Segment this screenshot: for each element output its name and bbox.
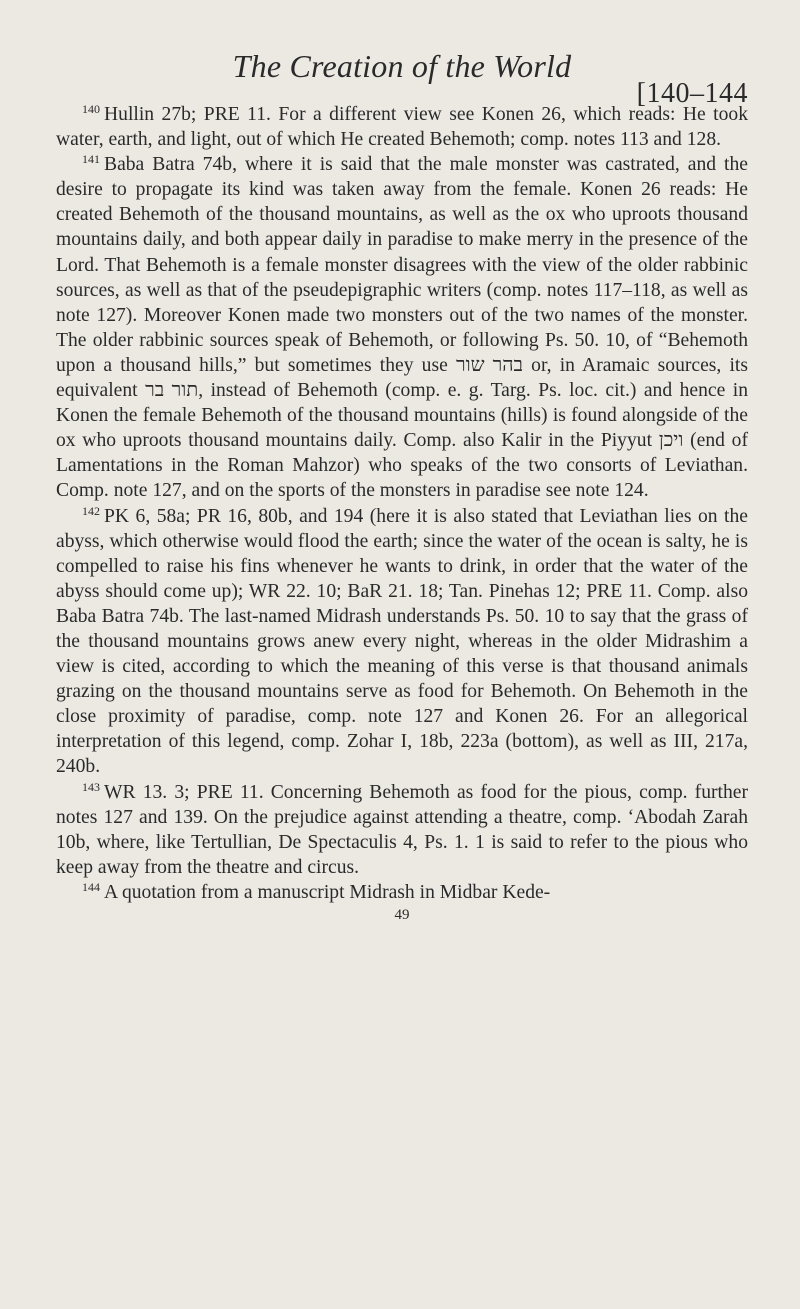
folio-number: 49	[394, 907, 410, 923]
note-144	[56, 880, 748, 905]
page-range: [140–144	[636, 78, 748, 109]
page-header	[56, 40, 748, 109]
note-number: 142	[82, 503, 100, 518]
note-text: A quotation from a manuscript Midrash in Midbar Kede-	[104, 881, 551, 903]
note-141	[56, 152, 748, 503]
note-text: PK 6, 58a; PR 16, 80b, and 194 (here it is also stated that Leviathan lies on the abyss, which otherwise would flood the earth; since the water of the ocean is salty, he is compelled to raise his fins whenever he wants to drink, in order that the water of the abyss should come up); WR 22. 10; BaR 21. 18; Tan. Pinehas 12; PRE 11. Comp. also Baba Batra 74b. The last-named Midrash understands Ps. 50. 10 to say that the grass of the thousand mountains grows anew every night, whereas in the older Midrashim a view is cited, according to which the meaning of this verse is that thousand animals grazing on the thousand mountains serve as food for Behemoth. On Behemoth in the close proximity of paradise, comp. note 127 and Konen 26. For an allegorical interpretation of this legend, comp. Zohar I, 18b, 223a (bottom), as well as III, 217a, 240b.	[56, 505, 748, 778]
note-text: Baba Batra 74b, where it is said that the male monster was castrated, and the desire to propagate its kind was taken away from the female. Konen 26 reads: He created Behemoth of the thousand mountains, as well as the ox who uproots thousand mountains daily, and both appear daily in paradise to make merry in the presence of the Lord. That Behemoth is a female monster disagrees with the view of the older rabbinic sources, as well as that of the pseudepigraphic writers (comp. notes 117–118, as well as note 127). Moreover Konen made two monsters out of the two names of the monster. The older rabbinic sources speak of Behemoth, or following Ps. 50. 10, of “Behemoth upon a thousand hills,” but sometimes they use בהר שור or, in Aramaic sources, its equivalent תור בר, instead of Behemoth (comp. e. g. Targ. Ps. loc. cit.) and hence in Konen the female Behemoth of the thousand mountains (hills) is found alongside of the ox who uproots thousand mountains daily. Comp. also Kalir in the Piyyut ויכן (end of Lamentations in the Roman Mahzor) who speaks of the two consorts of Leviathan. Comp. note 127, and on the sports of the monsters in paradise see note 124.	[56, 154, 748, 502]
note-142	[56, 504, 748, 780]
note-number: 143	[82, 779, 100, 794]
note-text: WR 13. 3; PRE 11. Concerning Behemoth as food for the pious, comp. further notes 127 and 139. On the prejudice against attending a theatre, comp. ‘Abodah Zarah 10b, where, like Tertullian, De Spectaculis 4, Ps. 1. 1 is said to refer to the pious who keep away from the theatre and circus.	[56, 781, 748, 878]
note-143	[56, 780, 748, 880]
note-number: 140	[82, 102, 100, 116]
note-number: 144	[82, 879, 100, 894]
note-number: 141	[82, 152, 100, 167]
endnotes	[56, 102, 748, 905]
running-title: The Creation of the World	[232, 48, 572, 84]
note-text: Hullin 27b; PRE 11. For a different view see Konen 26, which reads: He took water, earth, and light, out of which He created Behemoth; comp. notes 113 and 128.	[56, 104, 748, 151]
